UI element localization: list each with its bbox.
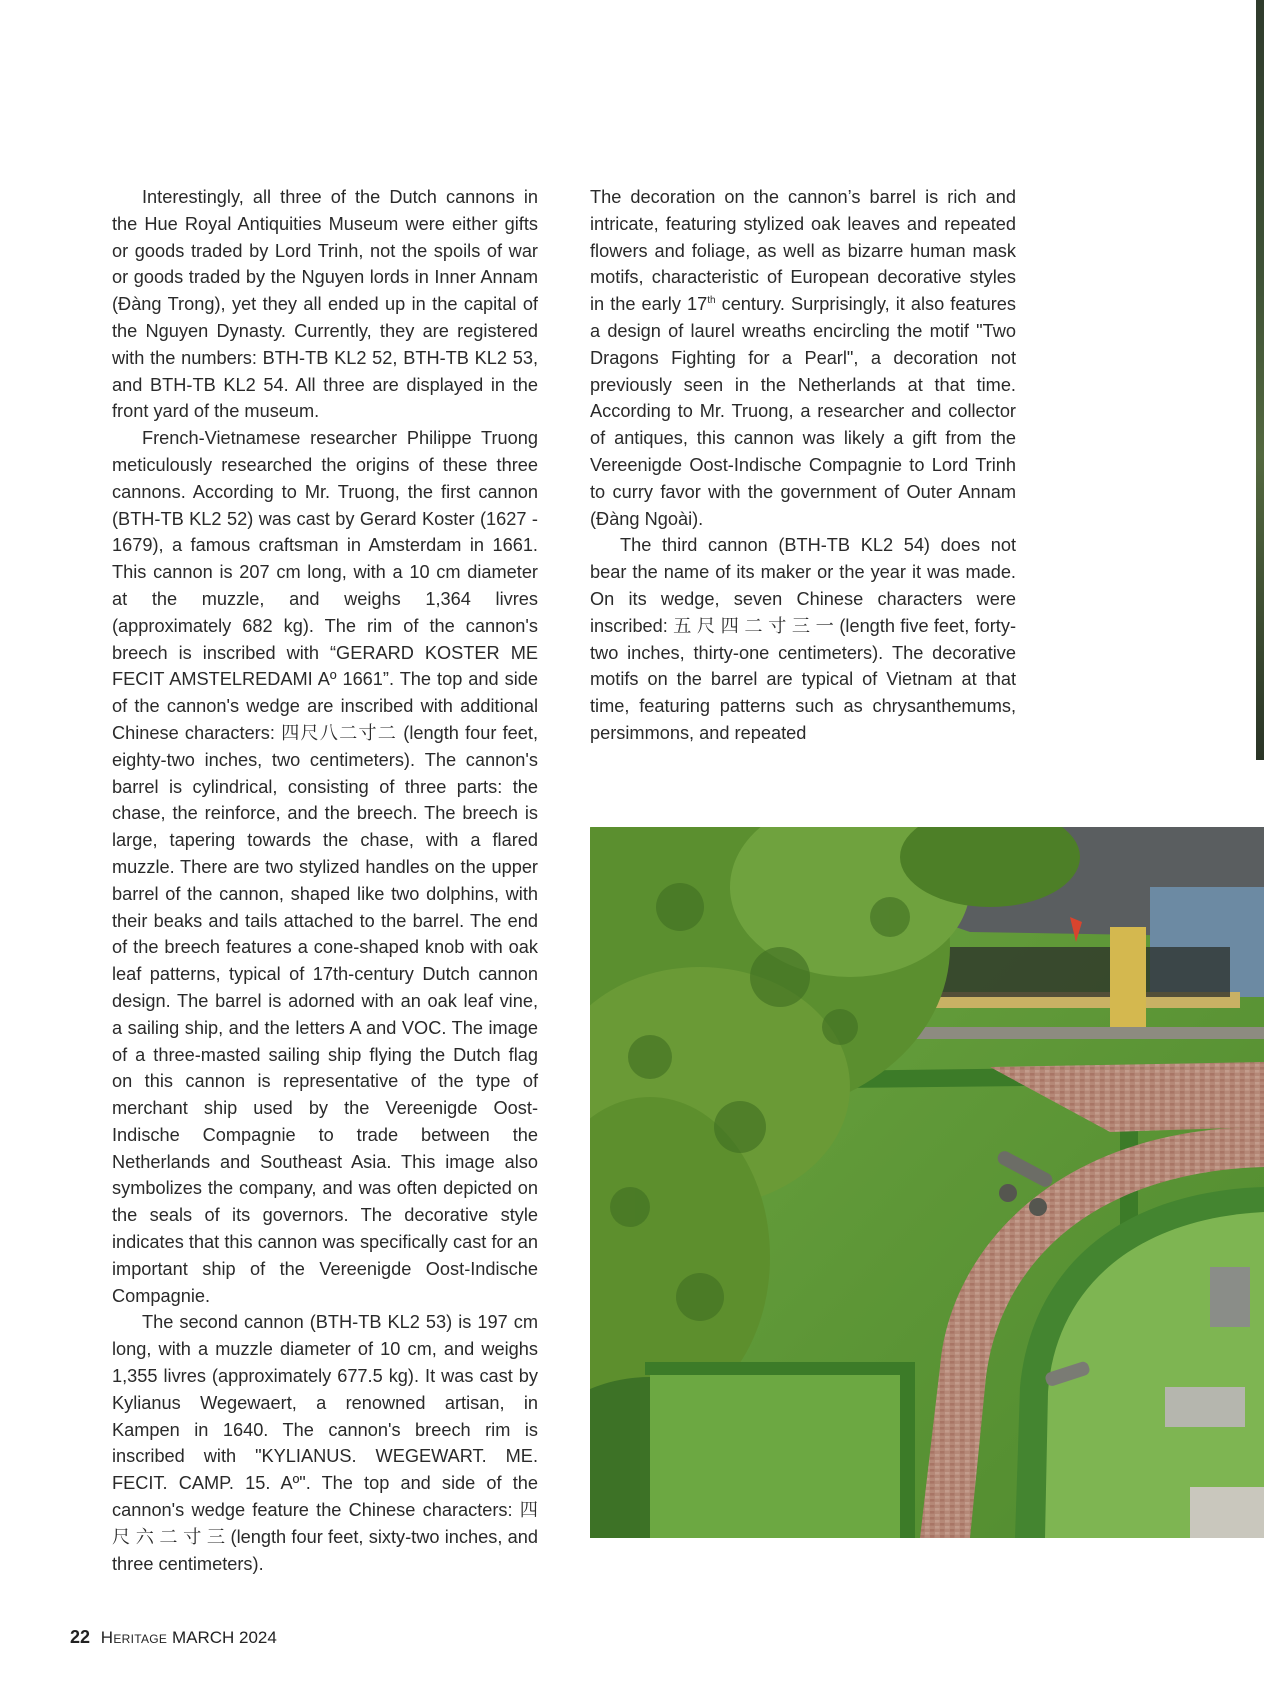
paragraph-decoration bbox=[590, 184, 1016, 532]
paragraph-first-cannon: French-Vietnamese researcher Philippe Truong meticulously researched the origins of these three cannons. According to Mr. Truong, the first cannon (BTH-TB KL2 52) was cast by Gerard Koster (1627 - 1679), a famous craftsman in Amsterdam in 1661. This cannon is 207 cm long, with a 10 cm diameter at the muzzle, and weighs 1,364 livres (approximately 682 kg). The rim of the cannon's breech is inscribed with “GERARD KOSTER ME FECIT AMSTELREDAMI Aº 1661”. The top and side of the cannon's wedge are inscribed with additional Chinese characters: 四尺八二寸二 (length four feet, eighty-two inches, two centimeters). The cannon's barrel is cylindrical, consisting of three parts: the chase, the reinforce, and the breech. The breech is large, tapering towards the chase, with a flared muzzle. There are two stylized handles on the upper barrel of the cannon, shaped like two dolphins, with their beaks and tails attached to the barrel. The end of the breech features a cone-shaped knob with oak leaf patterns, typical of 17th-century Dutch cannon design. The barrel is adorned with an oak leaf vine, a sailing ship, and the letters A and VOC. The image of a three-masted sailing ship flying the Dutch flag on this cannon is representative of the type of merchant ship used by the Vereenigde Oost-Indische Compagnie to trade between the Netherlands and Southeast Asia. This image also symbolizes the company, and was often depicted on the seals of its governors. The decorative style indicates that this cannon was specifically cast for an important ship of the Vereenigde Oost-Indische Compagnie. bbox=[112, 428, 538, 1306]
ordinal-superscript: th bbox=[707, 295, 716, 307]
article-left-column bbox=[112, 184, 538, 1577]
museum-courtyard-photo bbox=[590, 827, 1264, 1538]
issue-date: MARCH 2024 bbox=[171, 1628, 277, 1647]
paragraph-intro: Interestingly, all three of the Dutch cannons in the Hue Royal Antiquities Museum were either gifts or goods traded by Lord Trinh, not the spoils of war or goods traded by the Nguyen lords in Inner Annam (Đàng Trong), yet they all ended up in the capital of the Nguyen Dynasty. Currently, they are registered with the numbers: BTH-TB KL2 52, BTH-TB KL2 53, and BTH-TB KL2 54. All three are displayed in the front yard of the museum. bbox=[112, 187, 538, 422]
paragraph-second-cannon: The second cannon (BTH-TB KL2 53) is 197 cm long, with a muzzle diameter of 10 cm, and weighs 1,355 livres (approximately 677.5 kg). It was cast by Kylianus Wegewaert, a renowned artisan, in Kampen in 1640. The cannon's breech rim is inscribed with "KYLIANUS. WEGEWART. ME. FECIT. CAMP. 15. Aº". The top and side of the cannon's wedge feature the Chinese characters: 四 尺 六 二 寸 三 (length four feet, sixty-two inches, and three centimeters). bbox=[112, 1312, 538, 1574]
paragraph-third-cannon: The third cannon (BTH-TB KL2 54) does not bear the name of its maker or the year it was made. On its wedge, seven Chinese characters were inscribed: 五 尺 四 二 寸 三 一 (length five feet, forty-two inches, thirty-one centimeters). The decorative motifs on the barrel are typical of Vietnam at that time, featuring patterns such as chrysanthemums, persimmons, and repeated bbox=[590, 535, 1016, 743]
magazine-name: Heritage bbox=[100, 1628, 168, 1647]
article-right-column bbox=[590, 184, 1016, 747]
page-number: 22 bbox=[70, 1627, 91, 1647]
decoration-text-a: The decoration on the cannon’s barrel is rich and intricate, featuring stylized oak leaves and repeated flowers and foliage, as well as bizarre human mask motifs, characteristic of European decorative styles in the early 17 bbox=[590, 187, 1016, 315]
decoration-text-b: century. Surprisingly, it also features a design of laurel wreaths encircling the motif "Two Dragons Fighting for a Pearl", a decoration not previously seen in the Netherlands at that time. According to Mr. Truong, a researcher and collector of antiques, this cannon was likely a gift from the Vereenigde Oost-Indische Compagnie to Lord Trinh to curry favor with the government of Outer Annam (Đàng Ngoài). bbox=[590, 294, 1016, 529]
facing-page-edge bbox=[1256, 0, 1264, 760]
page-footer bbox=[70, 1627, 277, 1648]
